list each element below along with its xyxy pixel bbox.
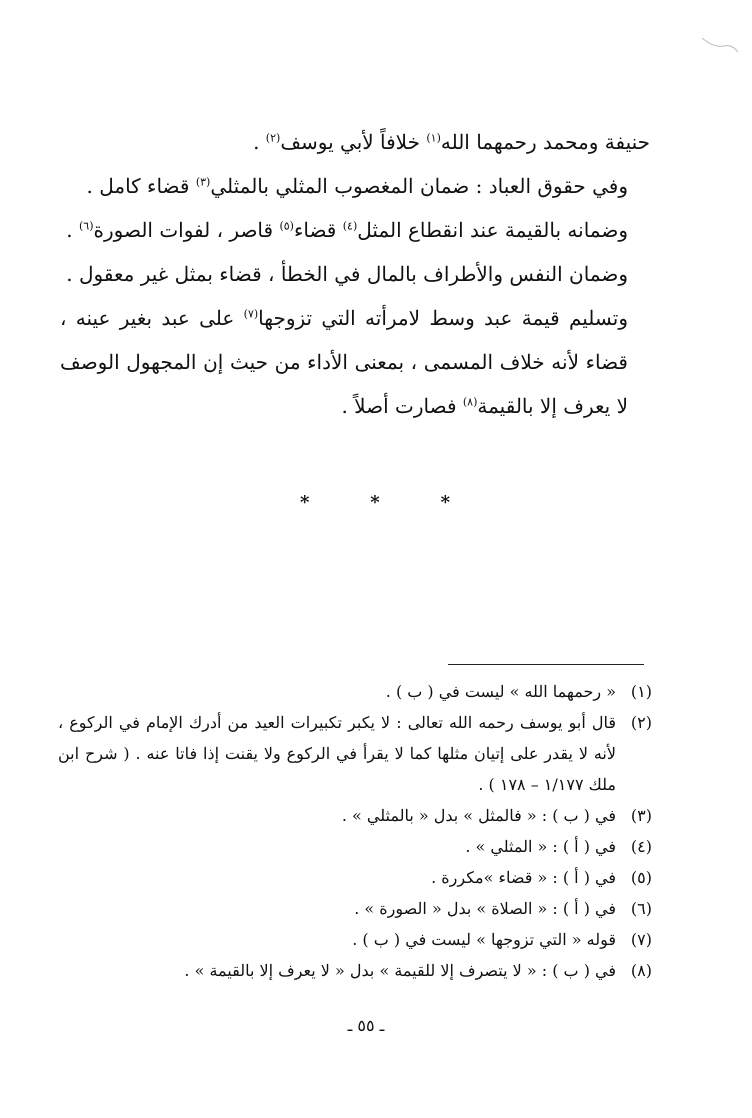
footnote-marker: (٥) xyxy=(279,219,294,233)
footnote-number: (٤) xyxy=(630,837,652,856)
footnote-item xyxy=(58,800,652,831)
footnote-text: « رحمهما الله » ليست في ( ب ) . xyxy=(385,682,616,701)
footnote-marker: (٢) xyxy=(265,131,281,145)
paragraph-2 xyxy=(60,164,650,208)
paragraph-4 xyxy=(60,252,650,296)
footnote-item xyxy=(58,862,652,893)
text-segment: فصارت أصلاً . xyxy=(341,394,463,418)
footnote-number: (٥) xyxy=(630,868,652,887)
footnote-item xyxy=(58,831,652,862)
footnote-number: (٧) xyxy=(630,930,652,949)
main-text xyxy=(60,120,650,428)
paragraph-3 xyxy=(60,208,650,252)
footnote-text: قوله « التي تزوجها » ليست في ( ب ) . xyxy=(352,930,616,949)
footnote-number: (٣) xyxy=(630,806,652,825)
text-segment: قضاء كامل . xyxy=(86,174,196,198)
footnote-marker: (١) xyxy=(426,131,441,145)
footnote-marker: (٨) xyxy=(462,395,478,409)
footnote-marker: (٦) xyxy=(78,219,94,233)
footnote-number: (١) xyxy=(630,682,652,701)
footnote-text: في ( أ ) : « الصلاة » بدل « الصورة » . xyxy=(354,899,616,918)
text-segment: على عبد بغير عينه ، قضاء لأنه خلاف المسمى ، بمعنى الأداء من حيث إن المجهول الوصف لا يعرف إلا بالقيمة xyxy=(60,306,628,418)
text-segment: خلافاً لأبي يوسف xyxy=(280,130,427,154)
footnote-item xyxy=(58,924,652,955)
asterisk: * xyxy=(300,492,310,513)
footnote-text: في ( أ ) : « المثلي » . xyxy=(465,837,616,856)
footnote-marker: (٧) xyxy=(243,307,259,321)
text-segment: حنيفة ومحمد رحمهما الله xyxy=(440,130,650,154)
footnote-item xyxy=(58,893,652,924)
text-segment: وتسليم قيمة عبد وسط لامرأته التي تزوجها xyxy=(258,306,628,330)
footnote-item xyxy=(58,955,652,986)
text-segment: وضمان النفس والأطراف بالمال في الخطأ ، قضاء بمثل غير معقول . xyxy=(66,262,628,286)
footnote-number: (٢) xyxy=(630,713,652,732)
scan-corner-mark xyxy=(700,28,740,58)
footnote-text: في ( ب ) : « فالمثل » بدل « بالمثلي » . xyxy=(341,806,616,825)
footnotes xyxy=(58,676,652,986)
text-segment: . xyxy=(253,130,266,154)
footnote-number: (٨) xyxy=(630,961,652,980)
paragraph-1 xyxy=(60,120,650,164)
footnote-item xyxy=(58,676,652,707)
footnote-divider xyxy=(448,664,644,665)
footnote-number: (٦) xyxy=(630,899,652,918)
footnote-text: في ( أ ) : « قضاء »مكررة . xyxy=(431,868,616,887)
footnote-item xyxy=(58,707,652,800)
asterisk: * xyxy=(440,492,450,513)
text-segment: قضاء xyxy=(293,218,343,242)
paragraph-5 xyxy=(60,296,650,428)
footnote-text: قال أبو يوسف رحمه الله تعالى : لا يكبر تكبيرات العيد من أدرك الإمام في الركوع ، لأنه لا يقدر على إتيان مثلها كما لا يقرأ في الركوع ولا يقنت إذا فاتا عنه . ( شرح ابن ملك ١/١٧٧ – ١٧٨ ) . xyxy=(58,713,616,794)
page-number: ـ ٥٥ ـ xyxy=(347,1016,385,1035)
footnote-marker: (٣) xyxy=(195,175,211,189)
footnote-marker: (٤) xyxy=(342,219,358,233)
text-segment: وفي حقوق العباد : ضمان المغصوب المثلي بالمثلي xyxy=(210,174,628,198)
text-segment: وضمانه بالقيمة عند انقطاع المثل xyxy=(357,218,628,242)
section-separator xyxy=(300,492,450,513)
text-segment: قاصر ، لفوات الصورة xyxy=(93,218,280,242)
text-segment: . xyxy=(66,218,79,242)
footnote-text: في ( ب ) : « لا يتصرف إلا للقيمة » بدل « لا يعرف إلا بالقيمة » . xyxy=(184,961,616,980)
asterisk: * xyxy=(370,492,380,513)
